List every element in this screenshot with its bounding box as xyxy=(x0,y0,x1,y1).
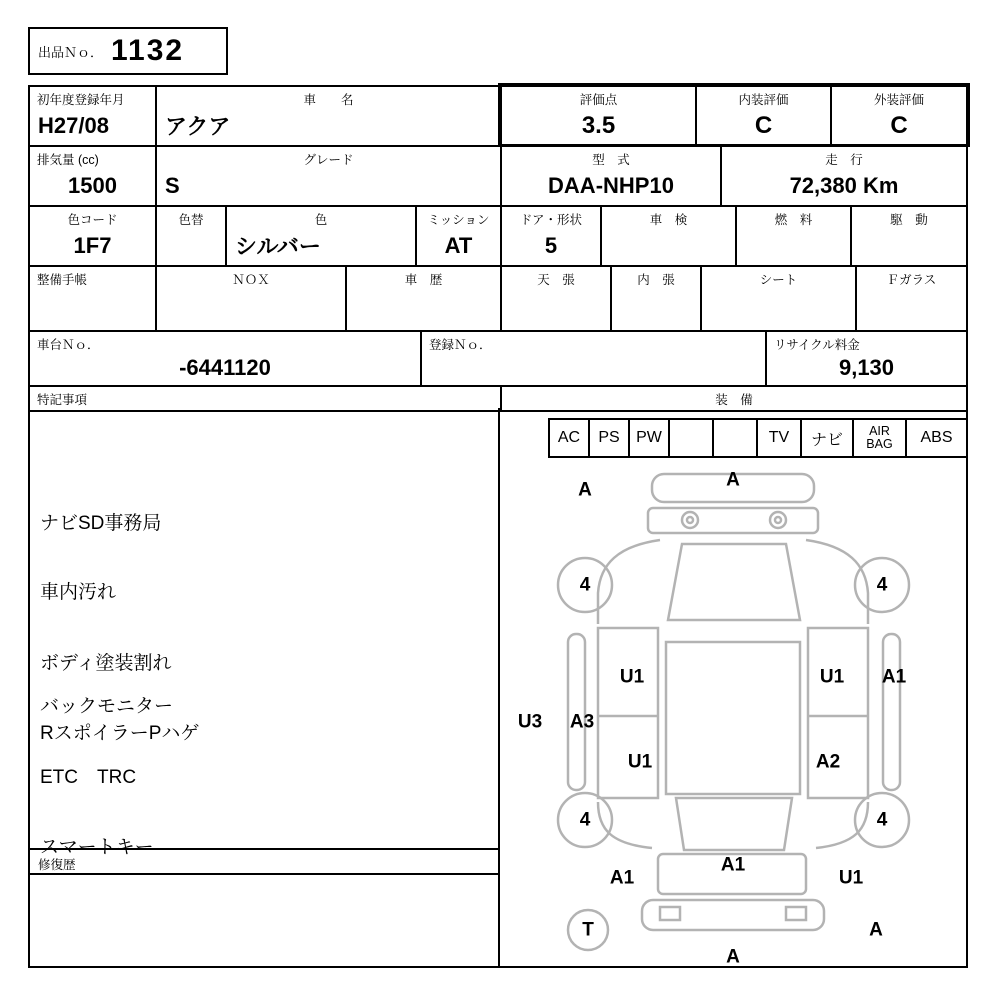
rear-light-right-shape xyxy=(786,907,806,920)
note-text: ボディ塗装割れ xyxy=(40,652,172,674)
cell-car-name xyxy=(157,87,502,145)
cell-recycle-fee xyxy=(767,332,966,385)
cell-fuel xyxy=(737,207,852,265)
front-glass-label: Ｆガラス xyxy=(886,273,937,287)
repair-history-header: 修復歴 xyxy=(30,848,498,875)
evaluation-score-value: 3.5 xyxy=(581,111,616,139)
note-text: RスポイラーPハゲ xyxy=(40,723,200,744)
front-glass-value xyxy=(857,286,966,330)
cell-chassis-number xyxy=(30,332,422,385)
model-code-label: 型 式 xyxy=(592,153,630,167)
damage-mark: U3 xyxy=(517,711,543,733)
damage-mark: U1 xyxy=(819,666,845,688)
nox-value xyxy=(157,286,345,330)
doors-value: 5 xyxy=(544,232,558,258)
displacement-value: 1500 xyxy=(68,172,117,198)
color-change-value xyxy=(157,226,225,265)
inspection-value xyxy=(602,226,735,265)
damage-mark: 4 xyxy=(876,809,888,831)
equipment-cell-ps: PS xyxy=(590,420,630,456)
cell-model-code xyxy=(502,147,722,205)
auction-number-box xyxy=(28,27,228,75)
first-registration-label: 初年度登録年月 xyxy=(37,93,125,107)
equipment-header: 装 備 xyxy=(715,393,753,407)
cell-color-code xyxy=(30,207,157,265)
damage-mark: U1 xyxy=(619,666,645,688)
sill-right-shape xyxy=(883,634,900,790)
model-code-value: DAA-NHP10 xyxy=(548,172,674,198)
mileage-label: 走 行 xyxy=(825,153,863,167)
note-text: ETC TRC xyxy=(40,766,137,788)
maintenance-book-value xyxy=(30,286,155,330)
cell-first-registration xyxy=(30,87,157,145)
equipment-cell-empty-1 xyxy=(670,420,714,456)
windshield-shape xyxy=(668,544,800,620)
headlight-right-shape xyxy=(770,512,786,528)
cell-nox xyxy=(157,267,347,330)
car-history-value xyxy=(347,286,500,330)
car-name-label: 車 名 xyxy=(303,93,354,107)
evaluation-score-label: 評価点 xyxy=(579,93,618,107)
damage-mark: T xyxy=(582,919,594,941)
equipment-cell-pw: PW xyxy=(630,420,670,456)
headlight-right-inner xyxy=(775,517,781,523)
damage-mark: A1 xyxy=(609,867,635,889)
cell-color xyxy=(227,207,417,265)
cell-mileage xyxy=(722,147,966,205)
registration-number-label: 登録Ｎｏ． xyxy=(429,338,492,352)
damage-mark: A2 xyxy=(815,751,841,773)
cell-grade xyxy=(157,147,502,205)
doors-left-shape xyxy=(598,628,658,798)
cell-front-glass xyxy=(857,267,966,330)
ceiling-value xyxy=(502,286,610,330)
chassis-number-value: -6441120 xyxy=(179,355,271,380)
interior-grade-value: C xyxy=(754,111,773,139)
fuel-value xyxy=(737,226,850,265)
auction-number-value: 1132 xyxy=(111,34,185,67)
maintenance-book-label: 整備手帳 xyxy=(37,273,88,287)
special-notes-panel xyxy=(28,408,500,968)
cell-exterior-grade xyxy=(832,87,966,145)
first-registration-value: H27/08 xyxy=(38,112,109,138)
cell-displacement xyxy=(30,147,157,205)
damage-mark: U1 xyxy=(838,867,864,889)
color-change-label: 色替 xyxy=(178,213,204,227)
rear-bumper-shape xyxy=(642,900,824,930)
equipment-strip xyxy=(548,418,968,458)
damage-mark: 4 xyxy=(579,574,591,596)
row-color xyxy=(30,207,966,267)
cell-drive xyxy=(852,207,966,265)
drive-value xyxy=(852,226,966,265)
car-damage-diagram xyxy=(500,458,968,966)
drive-label: 駆 動 xyxy=(890,213,928,227)
cell-car-history xyxy=(347,267,502,330)
damage-mark: A xyxy=(726,946,740,966)
note-text: 車内汚れ xyxy=(40,582,117,603)
inspection-label: 車 検 xyxy=(649,213,688,227)
color-code-label: 色コード xyxy=(67,213,118,227)
damage-mark: A1 xyxy=(720,854,746,876)
special-notes-header: 特記事項 xyxy=(37,393,88,407)
displacement-label: 排気量 (cc) xyxy=(37,153,99,167)
row-maintenance xyxy=(30,267,966,332)
note-text: ナビSD事務局 xyxy=(40,513,162,534)
headlight-left-shape xyxy=(682,512,698,528)
transmission-value: AT xyxy=(444,232,473,258)
rear-light-left-shape xyxy=(660,907,680,920)
row-engine xyxy=(30,147,966,207)
equipment-cell-empty-2 xyxy=(714,420,758,456)
transmission-label: ミッション xyxy=(427,213,490,227)
roof-shape xyxy=(666,642,800,794)
chassis-number-label: 車台Ｎｏ． xyxy=(37,338,100,352)
note-text: バックモニター xyxy=(40,696,174,717)
front-fender-right-shape xyxy=(806,540,868,624)
cell-maintenance-book xyxy=(30,267,157,330)
damage-mark: A3 xyxy=(569,711,595,733)
doors-label: ドア・形状 xyxy=(519,213,583,227)
rear-fender-right-shape xyxy=(816,802,868,848)
color-code-value: 1F7 xyxy=(73,232,112,258)
doors-right-shape xyxy=(808,628,868,798)
equipment-cell-abs: ABS xyxy=(920,429,953,446)
cell-transmission xyxy=(417,207,502,265)
damage-mark: 4 xyxy=(876,574,888,596)
recycle-fee-label: リサイクル料金 xyxy=(774,338,860,352)
auction-number-label: 出品Ｎｏ． xyxy=(38,44,104,60)
nox-label: ＮＯＸ xyxy=(232,273,270,287)
damage-mark: A xyxy=(869,919,883,941)
cell-ceiling xyxy=(502,267,612,330)
equipment-and-diagram-panel xyxy=(500,408,968,968)
cell-inspection xyxy=(602,207,737,265)
equipment-cell-tv: TV xyxy=(758,420,802,456)
damage-mark: A1 xyxy=(881,666,907,688)
vehicle-info-table xyxy=(28,85,968,412)
damage-mark: U1 xyxy=(627,751,653,773)
cell-color-change xyxy=(157,207,227,265)
equipment-cell-airbag xyxy=(854,420,907,456)
seat-value xyxy=(702,286,855,330)
seat-label: シート xyxy=(759,273,798,287)
interior-grade-label: 内装評価 xyxy=(738,93,789,107)
damage-mark: 4 xyxy=(579,809,591,831)
fuel-label: 燃 料 xyxy=(774,213,813,227)
airbag-line1: AIR xyxy=(869,424,890,438)
row-chassis xyxy=(30,332,966,387)
equipment-cell-navi: ナビ xyxy=(802,420,854,456)
cell-doors xyxy=(502,207,602,265)
cell-registration-number xyxy=(422,332,767,385)
rear-window-shape xyxy=(676,798,792,850)
damage-mark: A xyxy=(578,479,592,501)
registration-number-value xyxy=(422,351,765,385)
cell-equipment-header xyxy=(502,387,966,410)
headlight-bar-shape xyxy=(648,508,818,533)
note-text: スマートキー xyxy=(40,837,154,858)
cell-evaluation-score xyxy=(502,87,697,145)
airbag-line2: BAG xyxy=(866,437,893,451)
lining-value xyxy=(612,286,700,330)
recycle-fee-value: 9,130 xyxy=(838,355,895,380)
front-fender-left-shape xyxy=(598,540,660,624)
car-name-value: アクア xyxy=(165,114,231,139)
grade-label: グレード xyxy=(303,153,354,167)
grade-value: S xyxy=(165,172,180,198)
color-value: シルバー xyxy=(235,234,321,259)
cell-notes-header xyxy=(30,387,502,410)
exterior-grade-value: C xyxy=(890,111,908,139)
rear-fender-left-shape xyxy=(598,802,652,848)
row-registration xyxy=(30,87,966,147)
color-label: 色 xyxy=(314,213,328,227)
lining-label: 内 張 xyxy=(637,273,675,287)
ceiling-label: 天 張 xyxy=(537,273,575,287)
exterior-grade-label: 外装評価 xyxy=(873,93,924,107)
damage-mark: A xyxy=(726,469,740,491)
equipment-cell-ac: AC xyxy=(550,420,590,456)
mileage-value: 72,380 Km xyxy=(789,172,899,198)
car-history-label: 車 歴 xyxy=(404,273,443,287)
cell-seat xyxy=(702,267,857,330)
cell-interior-grade xyxy=(697,87,832,145)
row-section-headers xyxy=(30,387,966,410)
cell-lining xyxy=(612,267,702,330)
headlight-left-inner xyxy=(687,517,693,523)
